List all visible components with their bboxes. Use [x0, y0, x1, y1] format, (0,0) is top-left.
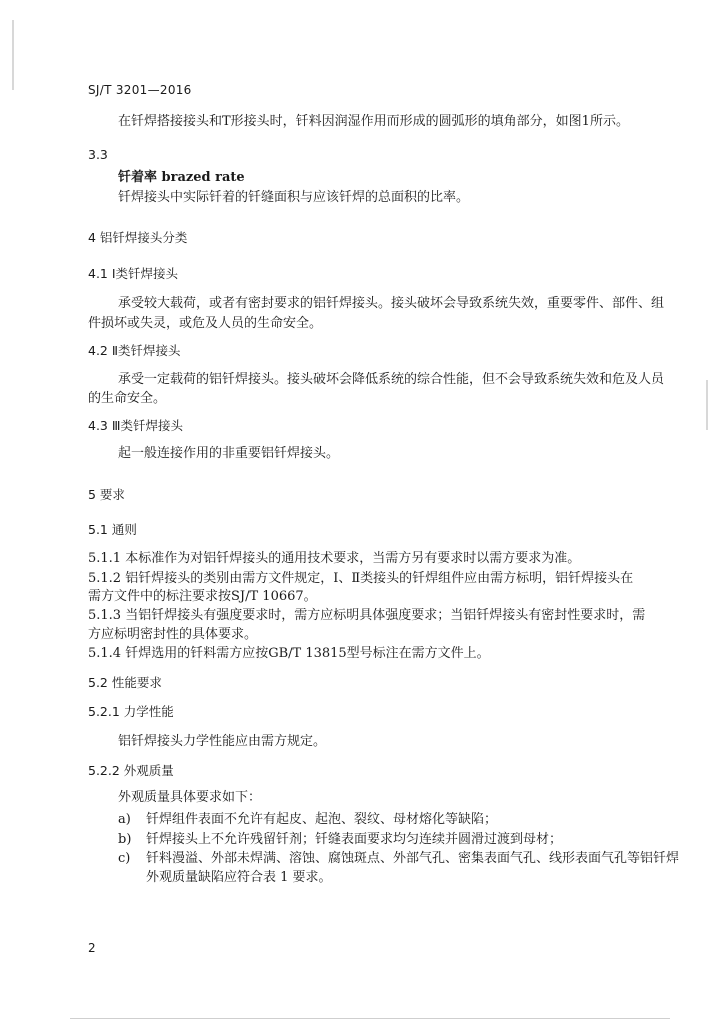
list-item-b-text: 钎焊接头上不允许残留钎剂；钎缝表面要求均匀连续并圆滑过渡到母材；	[146, 832, 563, 847]
section-3-3-number: 3.3	[88, 147, 108, 162]
section-5-heading: 5 要求	[88, 487, 125, 502]
section-3-3-term: 钎着率 brazed rate	[118, 170, 245, 185]
section-5-2-1-line: 铝钎焊接头力学性能应由需方规定。	[118, 734, 327, 749]
clause-5-1-4: 5.1.4 钎焊选用的钎料需方应按GB/T 13815型号标注在需方文件上。	[88, 646, 490, 661]
clause-5-1-2: 5.1.2 铝钎焊接头的类别由需方文件规定，Ⅰ、Ⅱ类接头的钎焊组件应由需方标明，铝钎焊接头在	[88, 571, 634, 586]
right-scan-edge	[706, 380, 708, 430]
clause-5-1-1: 5.1.1 本标准作为对铝钎焊接头的通用技术要求，当需方另有要求时以需方要求为准。	[88, 551, 581, 566]
list-item-c-cont: 外观质量缺陷应符合表 1 要求。	[146, 870, 332, 885]
section-5-1-heading: 5.1 通则	[88, 522, 137, 537]
section-4-2-heading: 4.2 Ⅱ类钎焊接头	[88, 343, 181, 358]
section-5-2-1-heading: 5.2.1 力学性能	[88, 704, 174, 719]
list-item-c-text: 钎料漫溢、外部未焊满、溶蚀、腐蚀斑点、外部气孔、密集表面气孔、线形表面气孔等铝钎焊	[146, 851, 680, 866]
section-4-3-line-1: 起一般连接作用的非重要铝钎焊接头。	[118, 446, 340, 461]
list-item-a-label: a)	[118, 812, 131, 827]
section-4-2-line-1: 承受一定载荷的铝钎焊接头。接头破坏会降低系统的综合性能，但不会导致系统失效和危及人员	[118, 372, 665, 387]
section-4-2-line-2: 的生命安全。	[88, 391, 167, 406]
section-4-heading: 4 铝钎焊接头分类	[88, 230, 188, 245]
list-item-c-label: c)	[118, 851, 131, 866]
clause-5-1-3-cont: 方应标明密封性的具体要求。	[88, 627, 258, 642]
section-4-1-line-2: 件损坏或失灵，或危及人员的生命安全。	[88, 316, 323, 331]
clause-5-1-2-cont: 需方文件中的标注要求按SJ/T 10667。	[88, 589, 317, 604]
clause-5-1-3: 5.1.3 当铝钎焊接头有强度要求时，需方应标明具体强度要求；当铝钎焊接头有密封性要求时，需	[88, 608, 646, 623]
intro-paragraph: 在钎焊搭接接头和T形接头时，钎料因润湿作用而形成的圆弧形的填角部分，如图1所示。	[118, 114, 629, 129]
page-number: 2	[88, 941, 96, 955]
section-4-1-heading: 4.1 Ⅰ类钎焊接头	[88, 266, 179, 281]
left-scan-edge	[12, 20, 14, 90]
section-4-3-heading: 4.3 Ⅲ类钎焊接头	[88, 418, 183, 433]
section-5-2-2-intro: 外观质量具体要求如下：	[118, 790, 262, 805]
section-3-3-definition: 钎焊接头中实际钎着的钎缝面积与应该钎焊的总面积的比率。	[118, 190, 470, 205]
list-item-b-label: b)	[118, 832, 132, 847]
list-item-a-text: 钎焊组件表面不允许有起皮、起泡、裂纹、母材熔化等缺陷；	[146, 812, 498, 827]
section-5-2-2-heading: 5.2.2 外观质量	[88, 763, 174, 778]
section-5-2-heading: 5.2 性能要求	[88, 675, 162, 690]
bottom-scan-artifact	[70, 1018, 670, 1019]
document-code-header: SJ/T 3201—2016	[88, 83, 192, 97]
section-4-1-line-1: 承受较大载荷，或者有密封要求的铝钎焊接头。接头破坏会导致系统失效，重要零件、部件、组	[118, 296, 665, 311]
